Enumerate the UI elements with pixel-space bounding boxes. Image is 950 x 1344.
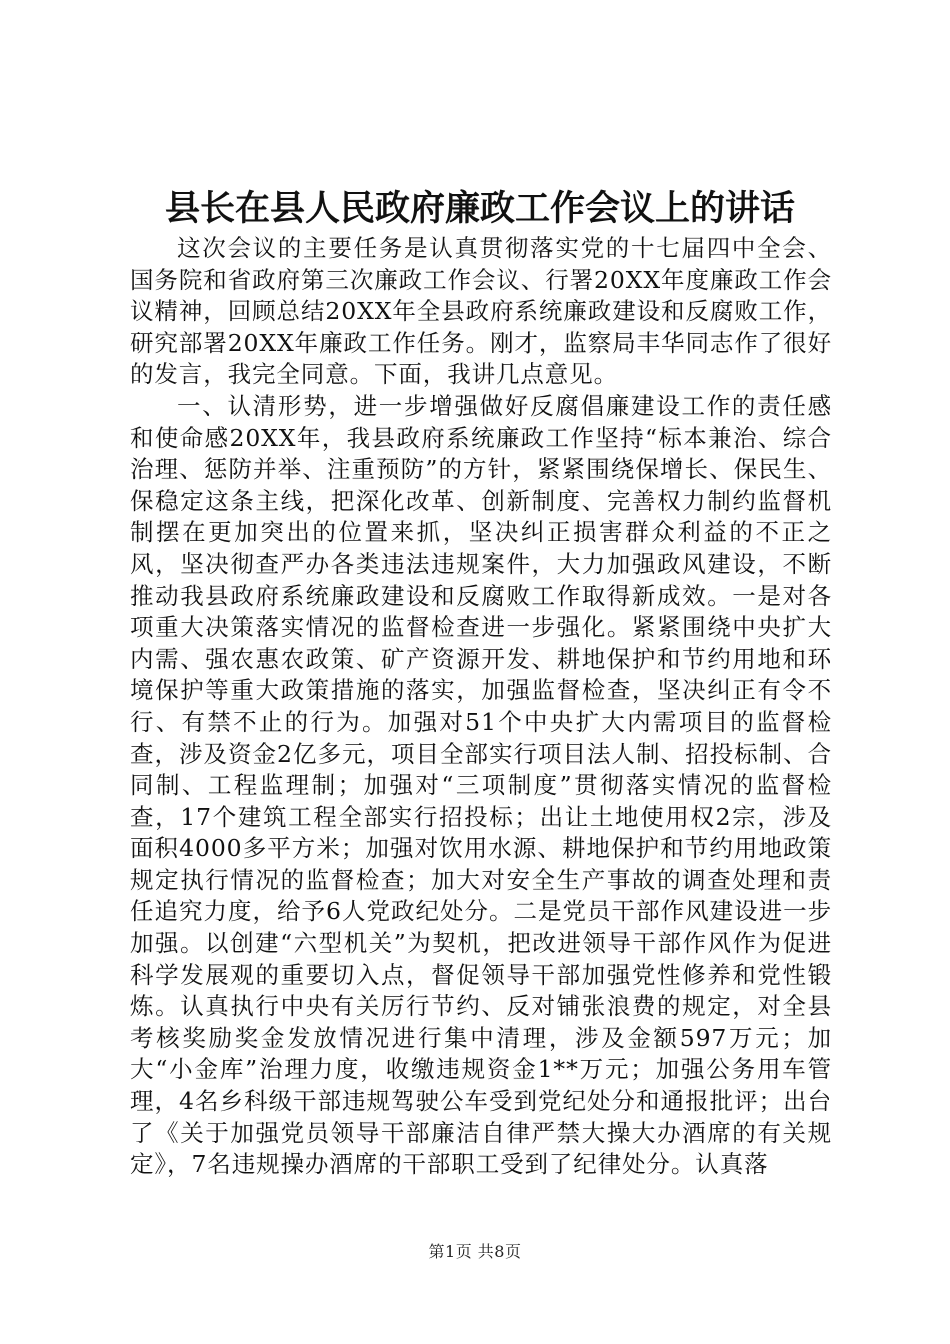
paragraph-section-one: 一、认清形势，进一步增强做好反腐倡廉建设工作的责任感和使命感20XX年，我县政府系统廉政工作坚持“标本兼治、综合治理、惩防并举、注重预防”的方针，紧紧围绕保增长、保民生、保稳定这条主线，把深化改革、创新制度、完善权力制约监督机制摆在更加突出的位置来抓，坚决纠正损害群众利益的不正之风，坚决彻查严办各类违法违规案件，大力加强政风建设，不断推动我县政府系统廉政建设和反腐败工作取得新成效。一是对各项重大决策落实情况的监督检查进一步强化。紧紧围绕中央扩大内需、强农惠农政策、矿产资源开发、耕地保护和节约用地和环境保护等重大政策措施的落实，加强监督检查，坚决纠正有令不行、有禁不止的行为。加强对51个中央扩大内需项目的监督检查，涉及资金2亿多元，项目全部实行项目法人制、招投标制、合同制、工程监理制；加强对“三项制度”贯彻落实情况的监督检查，17个建筑工程全部实行招投标；出让土地使用权2宗，涉及面积4000多平方米；加强对饮用水源、耕地保护和节约用地政策规定执行情况的监督检查；加大对安全生产事故的调查处理和责任追究力度，给予6人党政纪处分。二是党员干部作风建设进一步加强。以创建“六型机关”为契机，把改进领导干部作风作为促进科学发展观的重要切入点，督促领导干部加强党性修养和党性锻炼。认真执行中央有关厉行节约、反对铺张浪费的规定，对全县考核奖励奖金发放情况进行集中清理，涉及金额597万元；加大“小金库”治理力度，收缴违规资金1**万元；加强公务用车管理，4名乡科级干部违规驾驶公车受到党纪处分和通报批评；出台了《关于加强党员领导干部廉洁自律严禁大操大办酒席的有关规定》，7名违规操办酒席的干部职工受到了纪律处分。认真落 [130, 391, 832, 1179]
paragraph-intro: 这次会议的主要任务是认真贯彻落实党的十七届四中全会、国务院和省政府第三次廉政工作会议、行署20XX年度廉政工作会议精神，回顾总结20XX年全县政府系统廉政建设和反腐败工作，研究部署20XX年廉政工作任务。刚才，监察局丰华同志作了很好的发言，我完全同意。下面，我讲几点意见。 [130, 234, 832, 389]
document-title: 县长在县人民政府廉政工作会议上的讲话 [164, 188, 795, 229]
page-number-footer: 第1页 共8页 [428, 1242, 522, 1261]
document-body [130, 233, 832, 1181]
